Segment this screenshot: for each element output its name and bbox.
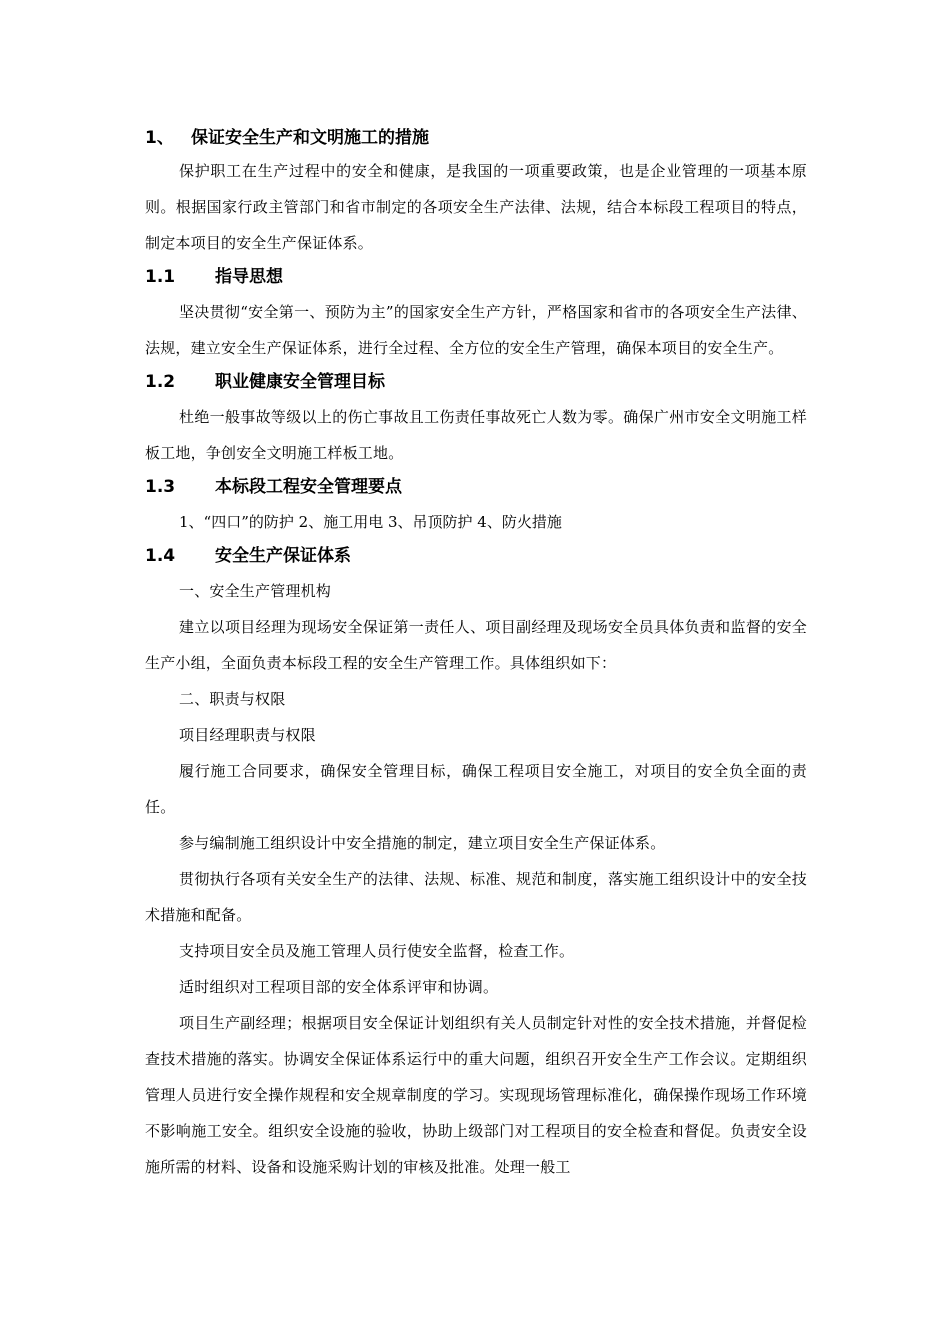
subsection-heading-1-2 [145, 366, 807, 399]
paragraph-management-org: 一、安全生产管理机构 [179, 582, 332, 600]
paragraph-duties-heading: 二、职责与权限 [179, 690, 286, 708]
paragraph-pm-duty-5: 适时组织对工程项目部的安全体系评审和协调。 [179, 978, 499, 996]
subsection-number: 1.4 [145, 546, 176, 566]
subsection-title: 职业健康安全管理目标 [215, 372, 385, 392]
paragraph-pm-duty-2: 参与编制施工组织设计中安全措施的制定，建立项目安全生产保证体系。 [179, 834, 666, 852]
section-title: 保证安全生产和文明施工的措施 [191, 128, 429, 148]
paragraph-pm-duties-heading: 项目经理职责与权限 [179, 726, 316, 744]
subsection-title: 本标段工程安全管理要点 [215, 477, 402, 497]
subsection-paragraph: 1、“四口”的防护 2、施工用电 3、吊顶防护 4、防火措施 [179, 513, 562, 531]
subsection-title: 指导思想 [215, 267, 283, 287]
paragraph-pm-duty-4: 支持项目安全员及施工管理人员行使安全监督，检查工作。 [179, 942, 575, 960]
subsection-paragraph: 杜绝一般事故等级以上的伤亡事故且工伤责任事故死亡人数为零。确保广州市安全文明施工样板工地，争创安全文明施工样板工地。 [145, 408, 807, 462]
subsection-paragraph: 坚决贯彻“安全第一、预防为主”的国家安全生产方针，严格国家和省市的各项安全生产法律、法规，建立安全生产保证体系，进行全过程、全方位的安全生产管理，确保本项目的安全生产。 [145, 303, 807, 357]
subsection-title: 安全生产保证体系 [215, 546, 351, 566]
paragraph-deputy-pm-duties: 项目生产副经理；根据项目安全保证计划组织有关人员制定针对性的安全技术措施，并督促检查技术措施的落实。协调安全保证体系运行中的重大问题，组织召开安全生产工作会议。定期组织管理人员进行安全操作规程和安全规章制度的学习。实现现场管理标准化，确保操作现场工作环境不影响施工安全。组织安全设施的验收，协助上级部门对工程项目的安全检查和督促。负责安全设施所需的材料、设备和设施采购计划的审核及批准。处理一般工 [145, 1014, 807, 1176]
subsection-heading-1-3 [145, 471, 807, 504]
paragraph-org-description: 建立以项目经理为现场安全保证第一责任人、项目副经理及现场安全员具体负责和监督的安全生产小组，全面负责本标段工程的安全生产管理工作。具体组织如下： [145, 618, 807, 672]
section-heading [145, 123, 807, 153]
subsection-number: 1.2 [145, 372, 176, 392]
section-paragraph: 保护职工在生产过程中的安全和健康，是我国的一项重要政策，也是企业管理的一项基本原则。根据国家行政主管部门和省市制定的各项安全生产法律、法规，结合本标段工程项目的特点，制定本项目的安全生产保证体系。 [145, 162, 807, 252]
subsection-number: 1.3 [145, 477, 176, 497]
section-number: 1、 [145, 128, 174, 148]
document-page [145, 123, 807, 1185]
paragraph-pm-duty-1: 履行施工合同要求，确保安全管理目标，确保工程项目安全施工，对项目的安全负全面的责任。 [145, 762, 807, 816]
subsection-number: 1.1 [145, 267, 176, 287]
subsection-heading-1-4 [145, 540, 807, 573]
subsection-heading-1-1 [145, 261, 807, 294]
paragraph-pm-duty-3: 贯彻执行各项有关安全生产的法律、法规、标准、规范和制度，落实施工组织设计中的安全技术措施和配备。 [145, 870, 807, 924]
